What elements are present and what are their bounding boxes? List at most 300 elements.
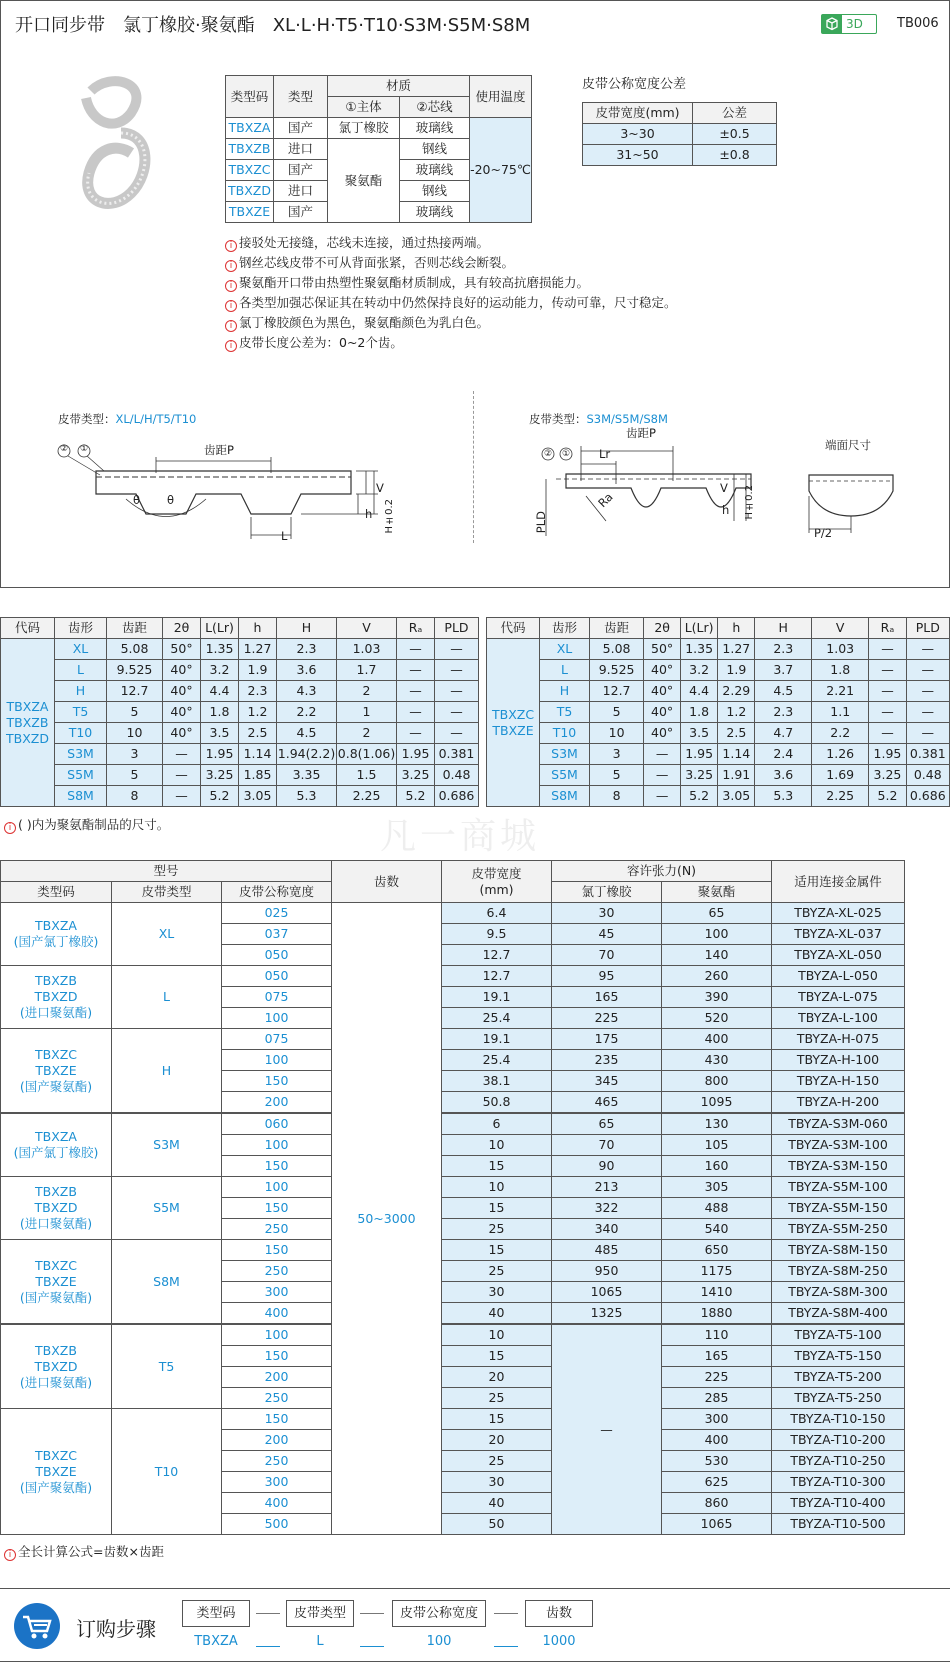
- V-label: V: [720, 481, 728, 495]
- spec-tooth-cell: T10: [540, 723, 590, 744]
- belt-type-cell: T5: [112, 1324, 222, 1409]
- tension-pu-cell: 1065: [662, 1514, 772, 1535]
- spec-header-cell: 2θ: [644, 618, 681, 639]
- spec-value-cell: 1.14: [718, 744, 755, 765]
- tension-pu-cell: 540: [662, 1219, 772, 1240]
- tension-pu-cell: 140: [662, 945, 772, 966]
- tension-pu-cell: 860: [662, 1493, 772, 1514]
- 3d-label: 3D: [846, 17, 863, 31]
- spec-header-cell: 齿形: [540, 618, 590, 639]
- order-title: 订购步骤: [76, 1617, 156, 1641]
- spec-tooth-cell: H: [55, 681, 107, 702]
- th-nominal-width: 皮带公称宽度: [222, 882, 332, 903]
- note-item: i 皮带长度公差为：0~2个齿。: [225, 333, 677, 353]
- tension-cr-cell: 225: [552, 1008, 662, 1029]
- step-type-code-value: TBXZA: [194, 1634, 238, 1649]
- core-cell: 钢线: [400, 139, 470, 160]
- tension-pu-cell: 100: [662, 924, 772, 945]
- spec-value-cell: 3.25: [680, 765, 717, 786]
- spec-value-cell: 5.2: [201, 786, 239, 807]
- info-icon: i: [225, 260, 237, 272]
- spec-value-cell: 1.03: [812, 639, 869, 660]
- spec-value-cell: 0.686: [906, 786, 949, 807]
- belt-width-cell: 25: [442, 1388, 552, 1409]
- th-pu: 聚氨酯: [662, 882, 772, 903]
- spec-value-cell: 2.29: [718, 681, 755, 702]
- tension-pu-cell: 650: [662, 1240, 772, 1261]
- spec-value-cell: —: [869, 723, 906, 744]
- tension-cr-cell: 235: [552, 1050, 662, 1071]
- type-code-group: TBXZB TBXZD (进口聚氨酯): [1, 1177, 112, 1240]
- belt-type-cell: S8M: [112, 1240, 222, 1325]
- nominal-width-cell: 075: [222, 1029, 332, 1050]
- spec-value-cell: 40°: [163, 702, 201, 723]
- spec-header-cell: 2θ: [163, 618, 201, 639]
- type-code-group: TBXZB TBXZD (进口聚氨酯): [1, 1324, 112, 1409]
- nominal-width-cell: 500: [222, 1514, 332, 1535]
- tension-pu-cell: 160: [662, 1156, 772, 1177]
- spec-value-cell: —: [397, 639, 435, 660]
- type-code-cell: TBXZC: [226, 160, 274, 181]
- spec-value-cell: 0.48: [906, 765, 949, 786]
- belt-width-cell: 30: [442, 1282, 552, 1303]
- watermark: 凡一商城: [380, 816, 541, 857]
- spec-header-cell: 代码: [1, 618, 55, 639]
- tension-cr-cell: 340: [552, 1219, 662, 1240]
- spec-value-cell: 3.6: [755, 765, 812, 786]
- belt-width-cell: 15: [442, 1409, 552, 1430]
- nominal-width-cell: 037: [222, 924, 332, 945]
- spec-value-cell: 1.95: [201, 744, 239, 765]
- belt-width-cell: 40: [442, 1493, 552, 1514]
- spec-header-cell: 代码: [487, 618, 540, 639]
- info-icon: i: [4, 822, 16, 834]
- spec-value-cell: 0.8(1.06): [337, 744, 397, 765]
- spec-value-cell: 5.08: [107, 639, 163, 660]
- spec-value-cell: 9.525: [107, 660, 163, 681]
- spec-value-cell: —: [906, 639, 949, 660]
- accessory-cell: TBYZA-H-200: [772, 1092, 905, 1114]
- spec-value-cell: —: [644, 786, 681, 807]
- spec-value-cell: 4.4: [201, 681, 239, 702]
- nominal-width-cell: 050: [222, 945, 332, 966]
- spec-header-cell: 齿距: [589, 618, 643, 639]
- spec-value-cell: —: [397, 660, 435, 681]
- note-item: i 各类型加强芯保证其在转动中仍然保持良好的运动能力，传动可靠，尺寸稳定。: [225, 293, 677, 313]
- accessory-cell: TBYZA-L-075: [772, 987, 905, 1008]
- accessory-cell: TBYZA-H-075: [772, 1029, 905, 1050]
- spec-value-cell: 3.35: [277, 765, 337, 786]
- spec-tooth-cell: T10: [55, 723, 107, 744]
- spec-value-cell: 1: [337, 702, 397, 723]
- nominal-width-cell: 100: [222, 1324, 332, 1346]
- spec-value-cell: 2.25: [337, 786, 397, 807]
- spec-value-cell: 3.6: [277, 660, 337, 681]
- theta-label: θ: [133, 493, 141, 507]
- spec-value-cell: —: [869, 660, 906, 681]
- spec-header-cell: H: [277, 618, 337, 639]
- spec-value-cell: 1.7: [337, 660, 397, 681]
- accessory-cell: TBYZA-T5-200: [772, 1367, 905, 1388]
- notes-list: [225, 233, 677, 353]
- diagram-right-caption: 皮带类型：S3M/S5M/S8M: [529, 412, 668, 426]
- Lr-label: Lr: [599, 447, 611, 461]
- tension-pu-cell: 625: [662, 1472, 772, 1493]
- nominal-width-cell: 100: [222, 1135, 332, 1156]
- spec-value-cell: 5: [107, 765, 163, 786]
- info-icon: i: [225, 340, 237, 352]
- spec-value-cell: 2: [337, 681, 397, 702]
- step-teeth: 齿数: [525, 1600, 593, 1627]
- spec-value-cell: 1.69: [812, 765, 869, 786]
- width-cell: 31~50: [583, 145, 693, 166]
- material-table: [225, 75, 532, 223]
- tension-pu-cell: 300: [662, 1409, 772, 1430]
- info-icon: i: [225, 240, 237, 252]
- theta-label: θ: [167, 493, 175, 507]
- spec-value-cell: 3.7: [755, 660, 812, 681]
- spec-value-cell: 50°: [644, 639, 681, 660]
- callout-2: ②: [544, 449, 553, 459]
- tension-pu-cell: 105: [662, 1135, 772, 1156]
- tension-pu-cell: 65: [662, 903, 772, 924]
- spec-value-cell: 40°: [644, 681, 681, 702]
- note-item: i 接驳处无接缝，芯线未连接，通过热接两端。: [225, 233, 677, 253]
- belt-width-cell: 15: [442, 1346, 552, 1367]
- spec-value-cell: 1.95: [869, 744, 906, 765]
- H-label: H±0.2: [744, 485, 755, 520]
- spec-value-cell: —: [397, 681, 435, 702]
- tension-cr-cell: 45: [552, 924, 662, 945]
- spec-code-cell: TBXZA TBXZB TBXZD: [1, 639, 55, 807]
- spec-value-cell: 1.35: [201, 639, 239, 660]
- spec-value-cell: 8: [589, 786, 643, 807]
- spec-value-cell: 0.381: [435, 744, 479, 765]
- info-icon: i: [225, 320, 237, 332]
- nominal-width-cell: 150: [222, 1346, 332, 1367]
- spec-value-cell: 1.8: [680, 702, 717, 723]
- spec-value-cell: 3.2: [201, 660, 239, 681]
- belt-image: [71, 73, 161, 223]
- spec-value-cell: 3.5: [201, 723, 239, 744]
- L-label: L: [281, 529, 288, 543]
- accessory-cell: TBYZA-S5M-100: [772, 1177, 905, 1198]
- spec-value-cell: 2.3: [239, 681, 277, 702]
- spec-value-cell: 3.05: [718, 786, 755, 807]
- belt-width-cell: 10: [442, 1324, 552, 1346]
- spec-value-cell: 5: [107, 702, 163, 723]
- pitch-label-right: 齿距P: [626, 426, 656, 440]
- spec-value-cell: —: [869, 681, 906, 702]
- spec-value-cell: 1.27: [239, 639, 277, 660]
- diagram-left-caption: 皮带类型：XL/L/H/T5/T10: [58, 412, 197, 426]
- belt-width-cell: 6.4: [442, 903, 552, 924]
- 3d-badge[interactable]: [821, 14, 877, 34]
- spec-value-cell: 1.94(2.2): [277, 744, 337, 765]
- paren-note: i ( )内为聚氨酯制品的尺寸。: [4, 815, 169, 834]
- core-cell: 钢线: [400, 181, 470, 202]
- tolerance-cell: ±0.5: [693, 124, 777, 145]
- belt-width-cell: 20: [442, 1367, 552, 1388]
- spec-value-cell: 2.5: [718, 723, 755, 744]
- spec-value-cell: 5.2: [397, 786, 435, 807]
- tension-cr-cell: 485: [552, 1240, 662, 1261]
- step-separator: [494, 1646, 518, 1647]
- spec-value-cell: —: [163, 765, 201, 786]
- spec-value-cell: —: [435, 681, 479, 702]
- spec-value-cell: —: [906, 723, 949, 744]
- spec-header-cell: PLD: [435, 618, 479, 639]
- spec-value-cell: 2.4: [755, 744, 812, 765]
- tension-pu-cell: 390: [662, 987, 772, 1008]
- teeth-range-cell: 50~3000: [332, 903, 442, 1535]
- th-width: 皮带宽度(mm): [583, 103, 693, 124]
- accessory-cell: TBYZA-S8M-150: [772, 1240, 905, 1261]
- spec-value-cell: 4.3: [277, 681, 337, 702]
- spec-value-cell: 5: [589, 702, 643, 723]
- th-model: 型号: [1, 861, 332, 882]
- accessory-cell: TBYZA-S8M-400: [772, 1303, 905, 1325]
- body-cell: 聚氨酯: [328, 139, 400, 223]
- tension-pu-cell: 1095: [662, 1092, 772, 1114]
- th-temp: 使用温度: [470, 76, 532, 118]
- th-tension: 容许张力(N): [552, 861, 772, 882]
- type-code-cell: TBXZB: [226, 139, 274, 160]
- spec-value-cell: —: [163, 786, 201, 807]
- spec-value-cell: —: [869, 639, 906, 660]
- callout-1: ①: [80, 444, 89, 454]
- spec-value-cell: —: [869, 702, 906, 723]
- belt-width-cell: 12.7: [442, 966, 552, 987]
- belt-width-cell: 50.8: [442, 1092, 552, 1114]
- curvilinear-tooth-diagram: [536, 426, 766, 551]
- spec-value-cell: 5.08: [589, 639, 643, 660]
- tension-cr-cell: 95: [552, 966, 662, 987]
- nominal-width-cell: 150: [222, 1071, 332, 1092]
- callout-2: ②: [60, 444, 69, 454]
- type-code-group: TBXZA (国产氯丁橡胶): [1, 1113, 112, 1177]
- spec-value-cell: 1.8: [201, 702, 239, 723]
- spec-value-cell: 2.3: [277, 639, 337, 660]
- spec-table-right: [486, 617, 950, 807]
- cart-icon: [14, 1603, 60, 1649]
- nominal-width-cell: 200: [222, 1367, 332, 1388]
- spec-value-cell: 40°: [163, 723, 201, 744]
- spec-value-cell: —: [435, 660, 479, 681]
- belt-width-cell: 30: [442, 1472, 552, 1493]
- belt-width-cell: 38.1: [442, 1071, 552, 1092]
- spec-value-cell: —: [397, 723, 435, 744]
- nominal-width-cell: 300: [222, 1472, 332, 1493]
- nominal-width-cell: 075: [222, 987, 332, 1008]
- tension-pu-cell: 1175: [662, 1261, 772, 1282]
- spec-value-cell: 5.2: [680, 786, 717, 807]
- nominal-width-cell: 100: [222, 1050, 332, 1071]
- spec-header-cell: 齿距: [107, 618, 163, 639]
- th-teeth: 齿数: [332, 861, 442, 903]
- nominal-width-cell: 250: [222, 1388, 332, 1409]
- spec-tooth-cell: S8M: [55, 786, 107, 807]
- tension-pu-cell: 260: [662, 966, 772, 987]
- spec-header-cell: Rₐ: [397, 618, 435, 639]
- accessory-cell: TBYZA-S8M-300: [772, 1282, 905, 1303]
- spec-value-cell: 1.27: [718, 639, 755, 660]
- th-body: ①主体: [328, 97, 400, 118]
- belt-width-cell: 25.4: [442, 1050, 552, 1071]
- belt-type-cell: L: [112, 966, 222, 1029]
- tension-pu-cell: 530: [662, 1451, 772, 1472]
- accessory-cell: TBYZA-S5M-150: [772, 1198, 905, 1219]
- spec-value-cell: 2: [337, 723, 397, 744]
- th-type: 类型: [274, 76, 328, 118]
- nominal-width-cell: 050: [222, 966, 332, 987]
- accessory-cell: TBYZA-T10-150: [772, 1409, 905, 1430]
- nominal-width-cell: 150: [222, 1240, 332, 1261]
- spec-value-cell: —: [163, 744, 201, 765]
- belt-width-cell: 20: [442, 1430, 552, 1451]
- info-icon: i: [4, 1549, 16, 1561]
- note-item: i 钢丝芯线皮带不可从背面张紧，否则芯线会断裂。: [225, 253, 677, 273]
- temp-cell: -20~75℃: [470, 118, 532, 223]
- accessory-cell: TBYZA-S5M-250: [772, 1219, 905, 1240]
- spec-value-cell: 40°: [644, 723, 681, 744]
- spec-tooth-cell: T5: [55, 702, 107, 723]
- spec-value-cell: 2.3: [755, 639, 812, 660]
- spec-value-cell: —: [906, 702, 949, 723]
- tension-pu-cell: 130: [662, 1113, 772, 1135]
- tension-pu-cell: 165: [662, 1346, 772, 1367]
- spec-value-cell: 40°: [163, 681, 201, 702]
- spec-value-cell: 3: [107, 744, 163, 765]
- step-width-value: 100: [426, 1634, 452, 1649]
- tension-cr-cell: —: [552, 1324, 662, 1535]
- belt-type-cell: XL: [112, 903, 222, 966]
- width-cell: 3~30: [583, 124, 693, 145]
- accessory-cell: TBYZA-H-150: [772, 1071, 905, 1092]
- model-table: [0, 860, 905, 1535]
- spec-value-cell: 1.2: [718, 702, 755, 723]
- spec-value-cell: 40°: [644, 660, 681, 681]
- spec-value-cell: 1.95: [680, 744, 717, 765]
- tension-pu-cell: 520: [662, 1008, 772, 1029]
- trapezoid-tooth-diagram: [56, 439, 416, 549]
- tension-cr-cell: 950: [552, 1261, 662, 1282]
- type-code-group: TBXZB TBXZD (进口聚氨酯): [1, 966, 112, 1029]
- spec-value-cell: 40°: [644, 702, 681, 723]
- belt-width-cell: 25.4: [442, 1008, 552, 1029]
- tension-cr-cell: 70: [552, 1135, 662, 1156]
- spec-value-cell: 0.381: [906, 744, 949, 765]
- spec-value-cell: 3.25: [201, 765, 239, 786]
- type-cell: 国产: [274, 202, 328, 223]
- nominal-width-cell: 250: [222, 1261, 332, 1282]
- spec-value-cell: 3.5: [680, 723, 717, 744]
- end-face-caption: 端面尺寸: [825, 438, 871, 452]
- type-cell: 进口: [274, 139, 328, 160]
- tension-pu-cell: 488: [662, 1198, 772, 1219]
- spec-value-cell: 9.525: [589, 660, 643, 681]
- accessory-cell: TBYZA-T5-150: [772, 1346, 905, 1367]
- tension-pu-cell: 430: [662, 1050, 772, 1071]
- nominal-width-cell: 150: [222, 1156, 332, 1177]
- spec-value-cell: —: [644, 765, 681, 786]
- step-width: 皮带公称宽度: [392, 1600, 486, 1627]
- tolerance-cell: ±0.8: [693, 145, 777, 166]
- tension-pu-cell: 110: [662, 1324, 772, 1346]
- pitch-label-left: 齿距P: [204, 443, 234, 457]
- step-teeth-value: 1000: [542, 1634, 576, 1649]
- type-cell: 国产: [274, 118, 328, 139]
- belt-width-cell: 25: [442, 1219, 552, 1240]
- type-cell: 进口: [274, 181, 328, 202]
- info-icon: i: [225, 280, 237, 292]
- spec-value-cell: 1.85: [239, 765, 277, 786]
- body-cell: 氯丁橡胶: [328, 118, 400, 139]
- belt-width-cell: 50: [442, 1514, 552, 1535]
- spec-value-cell: —: [906, 660, 949, 681]
- accessory-cell: TBYZA-T10-400: [772, 1493, 905, 1514]
- accessory-cell: TBYZA-T5-250: [772, 1388, 905, 1409]
- belt-width-cell: 25: [442, 1261, 552, 1282]
- spec-value-cell: 12.7: [107, 681, 163, 702]
- th-tolerance: 公差: [693, 103, 777, 124]
- step-separator: [494, 1613, 518, 1614]
- spec-value-cell: 1.91: [718, 765, 755, 786]
- product-overview: [0, 0, 950, 588]
- spec-tooth-cell: H: [540, 681, 590, 702]
- spec-header-cell: V: [812, 618, 869, 639]
- tension-cr-cell: 165: [552, 987, 662, 1008]
- accessory-cell: TBYZA-S3M-100: [772, 1135, 905, 1156]
- tension-cr-cell: 322: [552, 1198, 662, 1219]
- step-separator: [256, 1613, 280, 1614]
- spec-tooth-cell: S3M: [55, 744, 107, 765]
- spec-value-cell: —: [644, 744, 681, 765]
- spec-value-cell: 10: [589, 723, 643, 744]
- tension-pu-cell: 285: [662, 1388, 772, 1409]
- belt-width-cell: 6: [442, 1113, 552, 1135]
- spec-value-cell: 1.95: [397, 744, 435, 765]
- tolerance-title: 皮带公称宽度公差: [582, 77, 687, 92]
- core-cell: 玻璃线: [400, 160, 470, 181]
- spec-value-cell: 2.21: [812, 681, 869, 702]
- spec-tooth-cell: S3M: [540, 744, 590, 765]
- spec-tooth-cell: S5M: [540, 765, 590, 786]
- spec-value-cell: 4.5: [277, 723, 337, 744]
- tension-cr-cell: 345: [552, 1071, 662, 1092]
- tension-cr-cell: 90: [552, 1156, 662, 1177]
- spec-value-cell: 10: [107, 723, 163, 744]
- spec-header-cell: h: [718, 618, 755, 639]
- spec-tooth-cell: L: [55, 660, 107, 681]
- core-cell: 玻璃线: [400, 118, 470, 139]
- th-belt-width: 皮带宽度 (mm): [442, 861, 552, 903]
- spec-value-cell: 1.9: [239, 660, 277, 681]
- accessory-cell: TBYZA-L-100: [772, 1008, 905, 1029]
- type-code-cell: TBXZE: [226, 202, 274, 223]
- spec-header-cell: 齿形: [55, 618, 107, 639]
- nominal-width-cell: 025: [222, 903, 332, 924]
- belt-type-cell: H: [112, 1029, 222, 1114]
- spec-value-cell: 5.2: [869, 786, 906, 807]
- step-separator: [256, 1646, 280, 1647]
- belt-width-cell: 25: [442, 1451, 552, 1472]
- spec-table-left: [0, 617, 479, 807]
- accessory-cell: TBYZA-S3M-060: [772, 1113, 905, 1135]
- tension-cr-cell: 175: [552, 1029, 662, 1050]
- spec-value-cell: —: [435, 702, 479, 723]
- type-code-group: TBXZC TBXZE (国产聚氨酯): [1, 1029, 112, 1114]
